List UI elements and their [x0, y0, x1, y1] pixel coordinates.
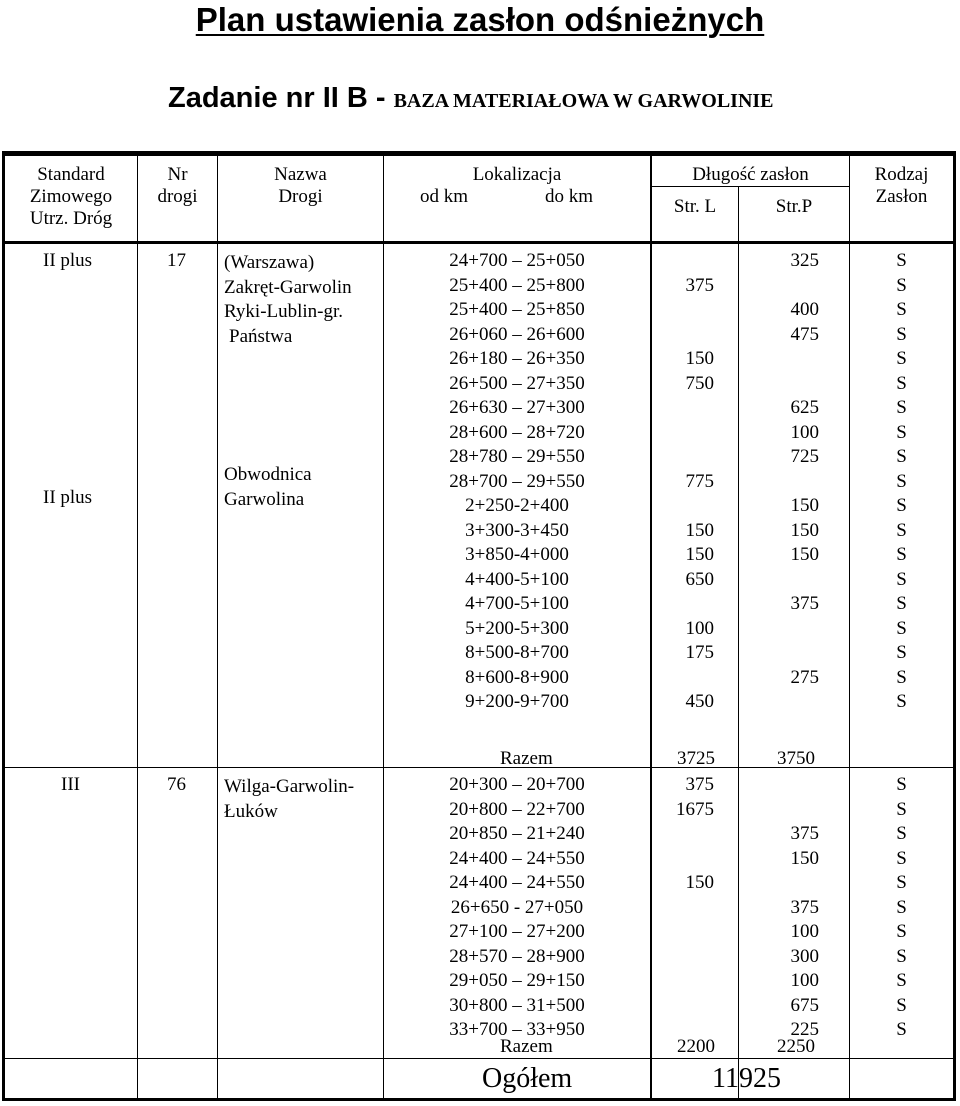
- subtotal-right: 3750: [777, 748, 815, 769]
- location-cell: 20+300 – 20+700: [449, 774, 585, 795]
- type-cell: S: [896, 896, 907, 918]
- location-cell: 28+700 – 29+550: [449, 470, 585, 492]
- right-length-cell: 725: [790, 446, 819, 467]
- type-cell: S: [896, 847, 907, 869]
- right-length-cell: 675: [790, 994, 819, 1016]
- type-cell: S: [896, 970, 907, 991]
- header-nr: Nr drogi: [157, 164, 198, 207]
- right-length-cell: 150: [790, 544, 819, 565]
- location-cell: 4+400-5+100: [465, 568, 569, 590]
- type-cell: S: [896, 274, 907, 296]
- type-cell: S: [896, 348, 907, 369]
- type-cell: S: [896, 421, 907, 443]
- left-length-cell: 150: [685, 348, 714, 369]
- left-length-cell: 100: [685, 617, 714, 639]
- type-cell: S: [896, 323, 907, 345]
- subtotal-left: 3725: [677, 748, 715, 769]
- right-length-cell: 225: [790, 1019, 819, 1040]
- location-cell: 29+050 – 29+150: [449, 970, 585, 991]
- right-length-cell: 150: [790, 519, 819, 541]
- header-do-km: do km: [545, 186, 594, 207]
- left-length-cell: 775: [685, 470, 714, 492]
- location-cell: 30+800 – 31+500: [449, 994, 585, 1016]
- location-cell: 26+630 – 27+300: [449, 397, 585, 418]
- left-length-cell: 750: [685, 372, 714, 394]
- right-length-cell: 100: [790, 970, 819, 991]
- location-cell: 25+400 – 25+850: [449, 299, 585, 320]
- type-cell: S: [896, 519, 907, 541]
- type-cell: S: [896, 872, 907, 893]
- type-cell: S: [896, 774, 907, 795]
- type-cell: S: [896, 921, 907, 942]
- type-cell: S: [896, 617, 907, 639]
- location-cell: 28+600 – 28+720: [449, 421, 585, 443]
- right-length-cell: 275: [790, 666, 819, 688]
- road-name-cell: (Warszawa) Zakręt-Garwolin Ryki-Lublin-gr. Państwa: [224, 252, 352, 347]
- location-cell: 9+200-9+700: [465, 691, 569, 712]
- road-name-cell: Wilga-Garwolin- Łuków: [224, 776, 355, 822]
- type-cell: S: [896, 568, 907, 590]
- location-cell: 33+700 – 33+950: [449, 1019, 585, 1040]
- location-cell: 25+400 – 25+800: [449, 274, 585, 296]
- type-cell: S: [896, 470, 907, 492]
- subtotal-left: 2200: [677, 1036, 715, 1057]
- location-cell: 8+500-8+700: [465, 642, 569, 663]
- location-cell: 26+650 - 27+050: [450, 896, 584, 918]
- left-length-cell: 375: [685, 274, 714, 296]
- location-cell: 26+060 – 26+600: [449, 323, 585, 345]
- location-cell: 3+300-3+450: [465, 519, 569, 541]
- right-length-cell: 150: [790, 495, 819, 516]
- type-cell: S: [896, 250, 907, 271]
- header-rodzaj: Rodzaj Zasłon: [874, 164, 929, 207]
- road-name-cell: Obwodnica Garwolina: [224, 464, 312, 510]
- type-cell: S: [896, 1019, 907, 1040]
- right-length-cell: 375: [790, 896, 819, 918]
- type-cell: S: [896, 945, 907, 967]
- location-cell: 8+600-8+900: [465, 666, 569, 688]
- type-cell: S: [896, 593, 907, 614]
- left-length-cell: 150: [685, 519, 714, 541]
- header-str-l: Str. L: [673, 196, 717, 217]
- page-title: Plan ustawienia zasłon odśnieżnych: [195, 1, 765, 38]
- type-cell: S: [896, 798, 907, 820]
- subtotal-label: Razem: [500, 748, 553, 769]
- subtotal-right: 2250: [777, 1036, 815, 1057]
- right-length-cell: 400: [790, 299, 819, 320]
- header-od-km: od km: [420, 186, 469, 207]
- left-length-cell: 150: [685, 872, 714, 893]
- left-length-cell: 650: [685, 568, 714, 590]
- type-cell: S: [896, 495, 907, 516]
- left-length-cell: 375: [685, 774, 714, 795]
- location-cell: 28+780 – 29+550: [449, 446, 585, 467]
- header-str-p: Str.P: [775, 196, 813, 217]
- road-number-cell: 17: [167, 250, 186, 271]
- location-cell: 5+200-5+300: [465, 617, 569, 639]
- left-length-cell: 1675: [676, 798, 714, 820]
- right-length-cell: 300: [790, 945, 819, 967]
- type-cell: S: [896, 994, 907, 1016]
- location-cell: 24+400 – 24+550: [449, 872, 585, 893]
- left-length-cell: 175: [685, 642, 714, 663]
- left-length-cell: 150: [685, 544, 714, 565]
- header-standard: Standard Zimowego Utrz. Dróg: [29, 164, 113, 229]
- total-value: 11925: [712, 1063, 781, 1094]
- location-cell: 4+700-5+100: [465, 593, 569, 614]
- road-number-cell: 76: [167, 774, 186, 795]
- type-cell: S: [896, 823, 907, 844]
- right-length-cell: 150: [790, 847, 819, 869]
- right-length-cell: 325: [790, 250, 819, 271]
- header-dlugosc: Długość zasłon: [692, 164, 809, 185]
- left-length-cell: 450: [685, 691, 714, 712]
- page-subtitle: Zadanie nr II B - BAZA MATERIAŁOWA W GARWOLINIE: [168, 82, 774, 114]
- location-cell: 20+850 – 21+240: [449, 823, 585, 844]
- type-cell: S: [896, 372, 907, 394]
- type-cell: S: [896, 642, 907, 663]
- subtotal-label: Razem: [500, 1036, 553, 1057]
- location-cell: 28+570 – 28+900: [449, 945, 585, 967]
- location-cell: 20+800 – 22+700: [449, 798, 585, 820]
- standard-cell: II plus: [43, 250, 93, 271]
- header-nazwa: Nazwa Drogi: [274, 164, 327, 207]
- location-cell: 26+500 – 27+350: [449, 372, 585, 394]
- total-label: Ogółem: [482, 1063, 573, 1094]
- right-length-cell: 100: [790, 421, 819, 443]
- type-cell: S: [896, 299, 907, 320]
- location-cell: 27+100 – 27+200: [449, 921, 585, 942]
- location-cell: 24+700 – 25+050: [449, 250, 585, 271]
- location-cell: 26+180 – 26+350: [449, 348, 585, 369]
- header-lokalizacja: Lokalizacja: [472, 164, 562, 185]
- type-cell: S: [896, 544, 907, 565]
- standard-cell: III: [61, 774, 80, 795]
- type-cell: S: [896, 446, 907, 467]
- type-cell: S: [896, 691, 907, 712]
- right-length-cell: 375: [790, 593, 819, 614]
- type-cell: S: [896, 397, 907, 418]
- right-length-cell: 625: [790, 397, 819, 418]
- right-length-cell: 100: [790, 921, 819, 942]
- location-cell: 24+400 – 24+550: [449, 847, 585, 869]
- type-cell: S: [896, 666, 907, 688]
- standard-cell: II plus: [43, 487, 93, 508]
- location-cell: 3+850-4+000: [465, 544, 569, 565]
- location-cell: 2+250-2+400: [465, 495, 569, 516]
- right-length-cell: 475: [790, 323, 819, 345]
- right-length-cell: 375: [790, 823, 819, 844]
